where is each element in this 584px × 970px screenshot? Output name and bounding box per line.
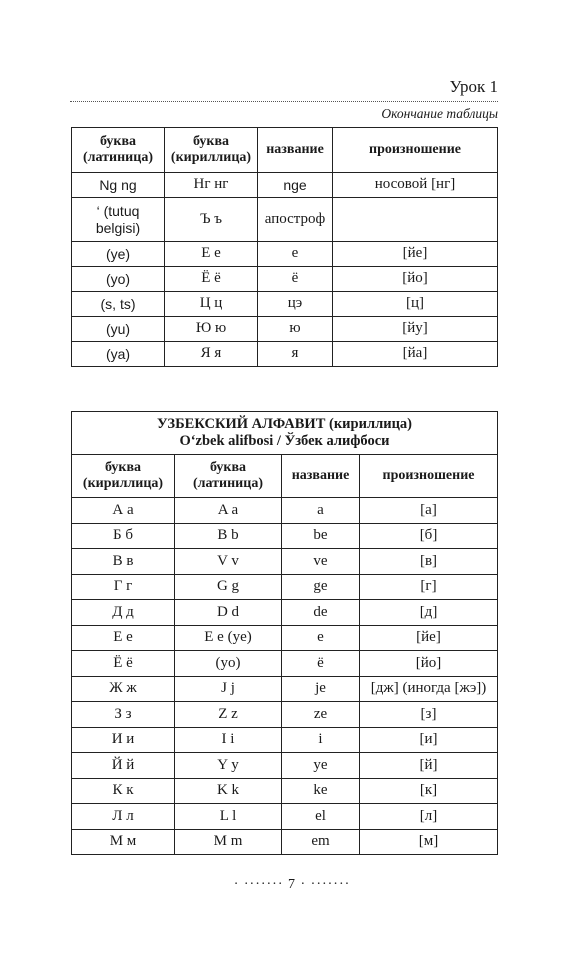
table-row (72, 523, 498, 549)
pronunciation-cell: [д] (360, 600, 498, 626)
cyrillic-cell: Б б (72, 523, 175, 549)
cyrillic-cell: М м (72, 829, 175, 855)
latin-cell: ‘ (tutuq belgisi) (72, 198, 165, 242)
pronunciation-cell: [л] (360, 804, 498, 830)
name-cell: е (258, 242, 333, 267)
column-header: буква (кириллица) (72, 455, 175, 498)
pronunciation-cell: [з] (360, 702, 498, 728)
column-header: произношение (360, 455, 498, 498)
table-row (72, 173, 498, 198)
name-cell: a (282, 498, 360, 524)
table-row (72, 600, 498, 626)
table-row (72, 242, 498, 267)
cyrillic-cell: З з (72, 702, 175, 728)
latin-cell: V v (175, 549, 282, 575)
table-row (72, 498, 498, 524)
name-cell: ke (282, 778, 360, 804)
page-number: · ······· 7 · ······· (233, 877, 351, 892)
table-caption: Окончание таблицы (381, 106, 498, 121)
latin-cell: D d (175, 600, 282, 626)
table-row (72, 574, 498, 600)
lesson-title: Урок 1 (449, 77, 498, 96)
cyrillic-cell: Нг нг (165, 173, 258, 198)
name-cell: ё (282, 651, 360, 677)
latin-cell: B b (175, 523, 282, 549)
cyrillic-cell: Е е (165, 242, 258, 267)
pronunciation-cell: [йа] (333, 342, 498, 367)
name-cell: апостроф (258, 198, 333, 242)
cyrillic-cell: Д д (72, 600, 175, 626)
pronunciation-cell: [йе] (360, 625, 498, 651)
latin-cell: (yo) (175, 651, 282, 677)
pronunciation-cell (333, 198, 498, 242)
table-row (72, 753, 498, 779)
name-cell: ю (258, 317, 333, 342)
table-row (72, 317, 498, 342)
latin-cell: L l (175, 804, 282, 830)
cyrillic-cell: И и (72, 727, 175, 753)
table-row (72, 625, 498, 651)
latin-cell: G g (175, 574, 282, 600)
cyrillic-cell: Л л (72, 804, 175, 830)
pronunciation-cell: [и] (360, 727, 498, 753)
header-divider (70, 101, 498, 102)
table-row (72, 292, 498, 317)
pronunciation-cell: [й] (360, 753, 498, 779)
cyrillic-cell: Ю ю (165, 317, 258, 342)
latin-cell: (yo) (72, 267, 165, 292)
pronunciation-cell: [г] (360, 574, 498, 600)
pronunciation-cell: [к] (360, 778, 498, 804)
pronunciation-cell: [ц] (333, 292, 498, 317)
pronunciation-cell: [м] (360, 829, 498, 855)
latin-cell: (ye) (72, 242, 165, 267)
cyrillic-cell: В в (72, 549, 175, 575)
table-row (72, 342, 498, 367)
cyrillic-cell: Е е (72, 625, 175, 651)
latin-cell: A a (175, 498, 282, 524)
column-header: произношение (333, 128, 498, 173)
cyrillic-cell: Й й (72, 753, 175, 779)
name-cell: el (282, 804, 360, 830)
table-title-line-1: УЗБЕКСКИЙ АЛФАВИТ (кириллица) (156, 416, 413, 433)
latin-cell: I i (175, 727, 282, 753)
cyrillic-cell: Г г (72, 574, 175, 600)
latin-cell: Ng ng (72, 173, 165, 198)
table-title-row (72, 412, 498, 455)
name-cell: e (282, 625, 360, 651)
pronunciation-cell: [йо] (360, 651, 498, 677)
table-row (72, 676, 498, 702)
table-title-line-2: O‘zbek alifbosi / Ўзбек алифбоси (179, 433, 390, 449)
table-row (72, 727, 498, 753)
uzbek-alphabet-table (71, 411, 498, 855)
cyrillic-cell: Ж ж (72, 676, 175, 702)
latin-cell: (yu) (72, 317, 165, 342)
table-row (72, 549, 498, 575)
alphabet-table-body (72, 498, 498, 855)
latin-cell: K k (175, 778, 282, 804)
name-cell: be (282, 523, 360, 549)
table-title (72, 412, 498, 455)
name-cell: nge (258, 173, 333, 198)
latin-cell: J j (175, 676, 282, 702)
table-row (72, 651, 498, 677)
cyrillic-cell: К к (72, 778, 175, 804)
pronunciation-cell: [йу] (333, 317, 498, 342)
table-row (72, 198, 498, 242)
table-row (72, 267, 498, 292)
latin-cell: (s, ts) (72, 292, 165, 317)
name-cell: ё (258, 267, 333, 292)
column-header: название (282, 455, 360, 498)
cyrillic-cell: Я я (165, 342, 258, 367)
name-cell: je (282, 676, 360, 702)
table-row (72, 804, 498, 830)
cyrillic-cell: Ц ц (165, 292, 258, 317)
column-header: буква (кириллица) (165, 128, 258, 173)
pronunciation-cell: носовой [нг] (333, 173, 498, 198)
column-header: буква (латиница) (175, 455, 282, 498)
pronunciation-cell: [в] (360, 549, 498, 575)
table-header-row (72, 128, 498, 173)
latin-cell: Z z (175, 702, 282, 728)
column-header: название (258, 128, 333, 173)
latin-cell: Y y (175, 753, 282, 779)
latin-cell: (ya) (72, 342, 165, 367)
table-row (72, 778, 498, 804)
name-cell: ye (282, 753, 360, 779)
name-cell: ze (282, 702, 360, 728)
cyrillic-cell: Ё ё (72, 651, 175, 677)
pronunciation-cell: [йе] (333, 242, 498, 267)
name-cell: ge (282, 574, 360, 600)
table-row (72, 829, 498, 855)
pronunciation-cell: [дж] (иногда [жэ]) (360, 676, 498, 702)
cyrillic-cell: Ъ ъ (165, 198, 258, 242)
table-row (72, 702, 498, 728)
table-header-row (72, 455, 498, 498)
pronunciation-cell: [йо] (333, 267, 498, 292)
letters-continuation-table (71, 127, 498, 367)
cyrillic-cell: Ё ё (165, 267, 258, 292)
name-cell: я (258, 342, 333, 367)
name-cell: цэ (258, 292, 333, 317)
column-header: буква (латиница) (72, 128, 165, 173)
name-cell: ve (282, 549, 360, 575)
name-cell: i (282, 727, 360, 753)
cyrillic-cell: А а (72, 498, 175, 524)
name-cell: em (282, 829, 360, 855)
name-cell: de (282, 600, 360, 626)
latin-cell: E e (ye) (175, 625, 282, 651)
pronunciation-cell: [а] (360, 498, 498, 524)
pronunciation-cell: [б] (360, 523, 498, 549)
latin-cell: M m (175, 829, 282, 855)
